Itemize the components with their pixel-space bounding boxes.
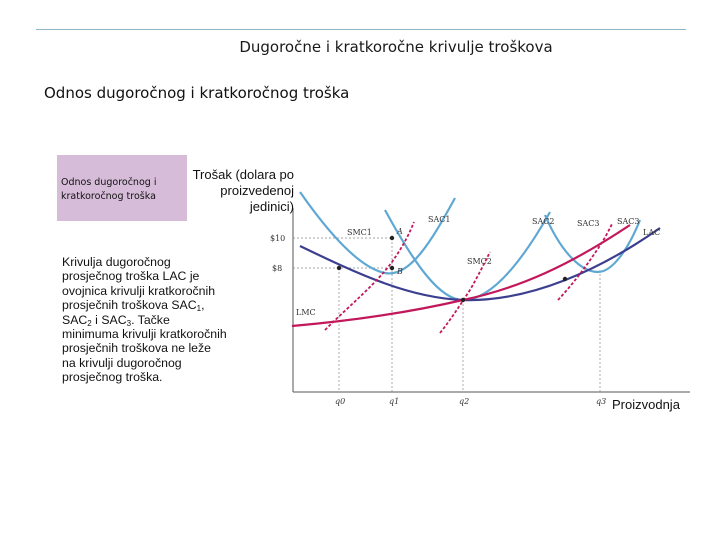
side-box-text: Odnos dugoročnog i kratkoročnog troška [61,177,157,202]
sac1-curve [300,192,455,273]
point-b-dot [390,266,394,270]
y-axis-label: Trošak (dolara po proizvedenoj jedinici) [192,167,294,214]
point-q0-dot [337,266,341,270]
label-sac2: SAC2 [532,217,555,226]
sac2-curve [385,210,550,300]
description-sep2: i SAC [91,312,127,327]
description-sub1: 1 [196,304,202,314]
point-q3-dot [563,277,567,281]
y-tick-10: $10 [270,234,286,243]
label-smc1: SMC1 [347,228,372,237]
slide-title: Dugoročne i kratkoročne krivulje troškova [239,38,553,56]
description-text [62,255,227,385]
label-point-b: B [397,267,403,276]
y-tick-8: $8 [272,264,283,273]
x-tick-q2: q2 [459,397,470,406]
description-sub2: 2 [87,318,92,328]
label-lac: LAC [643,228,661,237]
label-sac3: SAC3 [577,219,600,228]
x-tick-q3: q3 [596,397,607,406]
point-a-dot [390,236,394,240]
description-sub3: 3 [126,318,132,328]
x-axis-label: Proizvodnja [612,397,680,412]
label-sac1: SAC1 [428,215,451,224]
label-lmc: LMC [296,308,316,317]
x-tick-q0: q0 [335,397,346,406]
point-q2-dot [461,298,465,302]
x-tick-q1: q1 [389,397,400,406]
description-sep1: , SAC [62,298,205,327]
description-part1: Krivulja dugoročnog prosječnog troška LAC je ovojnica krivulji kratkoročnih prosječnih troškova SAC [62,255,216,313]
section-heading: Odnos dugoročnog i kratkoročnog troška [44,84,350,102]
description-part2: . Tačke minimuma krivulji kratkoročnih prosječnih troškova ne leže na krivulji dugoročnog prosječnog troška. [62,312,227,385]
label-point-a: A [397,227,403,236]
label-smc2: SMC2 [467,257,492,266]
label-smc3: SAC3 [617,217,640,226]
